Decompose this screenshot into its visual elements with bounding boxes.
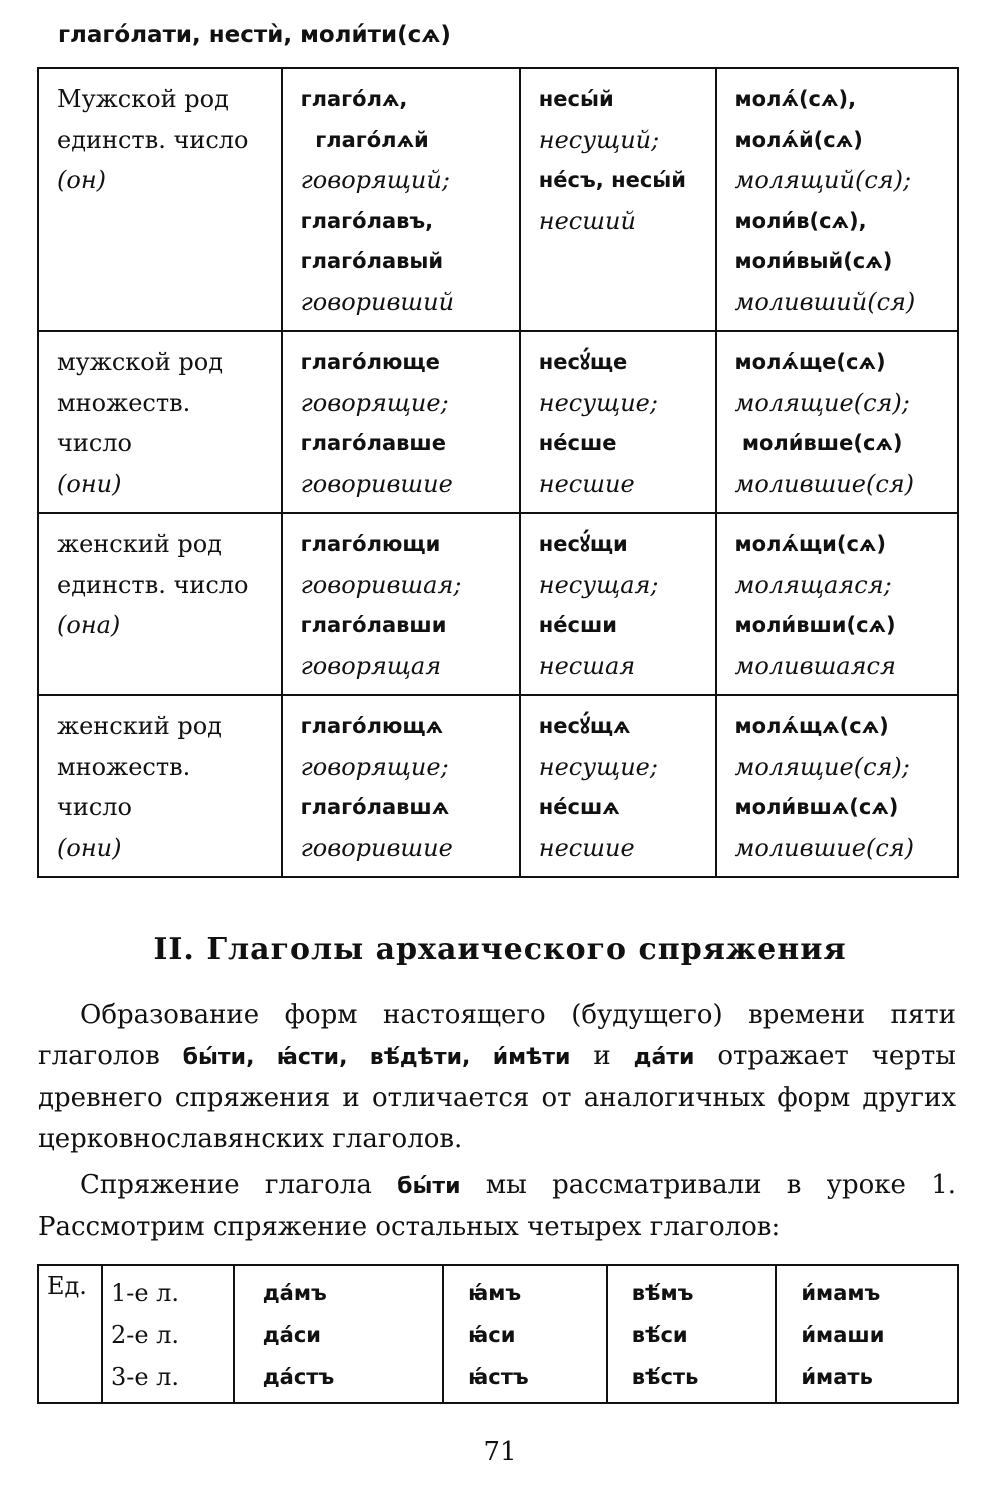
church-slavonic-form: глаго́лавый	[300, 249, 444, 273]
church-slavonic-form: моли́в(сѧ),	[734, 208, 867, 233]
russian-translation: говорящие;	[300, 388, 449, 417]
row-label-cell	[38, 695, 282, 877]
verb-form: вѣ́си	[631, 1323, 688, 1347]
row-label-line: (они)	[57, 469, 122, 498]
verb-form: и́мамъ	[801, 1281, 881, 1305]
church-slavonic-form: моли́вше(сѧ)	[734, 431, 903, 455]
table-row	[38, 695, 958, 877]
paragraph-text: отражает черты древнего спряжения и отличается от аналогичных форм других церковнославянских глаголов.	[38, 1041, 957, 1154]
russian-translation: говорившие	[300, 833, 453, 862]
row-label-line: единств. число	[57, 570, 249, 599]
russian-translation: несшая	[538, 651, 636, 680]
church-slavonic-form: моли́вый(сѧ)	[734, 249, 893, 273]
russian-translation: несущие;	[538, 752, 658, 781]
church-slavonic-form: молѧ́й(сѧ)	[734, 127, 863, 152]
table-row	[38, 68, 958, 331]
verb-form-cell	[234, 1265, 443, 1403]
church-slavonic-word: бы́ти, ꙗ́сти, вѣ́дѣти, и́мѣти	[182, 1045, 571, 1070]
participle-cell	[282, 331, 520, 513]
row-label-cell	[38, 331, 282, 513]
russian-translation: молящаяся;	[734, 570, 892, 599]
church-slavonic-form: не́сше	[538, 431, 617, 455]
row-label-line: число	[57, 793, 132, 821]
participle-cell	[520, 513, 716, 695]
paragraph-text: и	[570, 1041, 634, 1071]
row-label-line: (они)	[57, 833, 122, 862]
participle-cell	[716, 68, 958, 331]
row-label-line: мужской род	[57, 348, 223, 376]
verb-form: да́мъ	[262, 1281, 327, 1305]
russian-translation: говорившая;	[300, 570, 462, 599]
church-slavonic-form: глаго́лавши	[300, 613, 447, 637]
russian-translation: несущие;	[538, 388, 658, 417]
number-cell: Ед.	[38, 1265, 102, 1403]
conjugation-table	[37, 1264, 959, 1404]
church-slavonic-word: да́ти	[633, 1045, 695, 1070]
person-label: 3-е л.	[110, 1363, 180, 1391]
russian-translation: говорящие;	[300, 752, 449, 781]
verb-form: и́мать	[801, 1365, 873, 1389]
russian-translation: несущий;	[538, 125, 660, 154]
row-label-line: множеств.	[57, 752, 191, 781]
church-slavonic-form: глаго́лѧ,	[300, 87, 408, 111]
church-slavonic-form: несꙋ́щи	[538, 532, 628, 556]
russian-translation: говорящий;	[300, 166, 450, 194]
person-label: 1-е л.	[110, 1279, 180, 1307]
church-slavonic-form: несꙋ́ще	[538, 350, 628, 374]
church-slavonic-form: молѧ́(сѧ),	[734, 87, 857, 111]
russian-translation: молившие(ся)	[734, 833, 915, 862]
participle-cell	[282, 68, 520, 331]
verb-form: вѣ́сть	[631, 1365, 699, 1389]
participle-cell	[282, 695, 520, 877]
participle-cell	[716, 331, 958, 513]
verb-form: ꙗ́си	[468, 1323, 516, 1347]
verb-form-cell	[607, 1265, 777, 1403]
church-slavonic-form: глаго́люще	[300, 350, 440, 374]
verb-form: ꙗ́стъ	[468, 1365, 529, 1389]
church-slavonic-form: молѧ́щи(сѧ)	[734, 532, 887, 556]
russian-translation: несший	[538, 206, 636, 235]
person-label: 2-е л.	[110, 1321, 180, 1349]
church-slavonic-word: бы́ти	[397, 1174, 461, 1199]
conjugation-row	[38, 1265, 958, 1403]
participle-table	[37, 67, 959, 878]
verb-form: да́стъ	[262, 1365, 335, 1389]
church-slavonic-form: не́сшѧ	[538, 795, 620, 819]
verb-form-cell	[776, 1265, 958, 1403]
participle-cell	[282, 513, 520, 695]
russian-translation: говорящая	[300, 651, 442, 680]
verb-form: вѣ́мъ	[631, 1281, 694, 1305]
russian-translation: молящие(ся);	[734, 752, 910, 781]
participle-cell	[520, 695, 716, 877]
church-slavonic-form: моли́вшѧ(сѧ)	[734, 795, 899, 819]
row-label-line: женский род	[57, 530, 222, 558]
verb-form: ꙗ́мъ	[468, 1281, 522, 1305]
row-label-line: женский род	[57, 712, 222, 740]
participle-cell	[716, 513, 958, 695]
persons-cell	[102, 1265, 234, 1403]
church-slavonic-form: глаго́лавшѧ	[300, 795, 450, 819]
russian-translation: говоривший	[300, 287, 455, 316]
table-row	[38, 513, 958, 695]
verb-form: да́си	[262, 1323, 321, 1347]
participle-cell	[520, 68, 716, 331]
russian-translation: несущая;	[538, 570, 659, 599]
page-number: 71	[483, 1437, 517, 1467]
russian-translation: несшие	[538, 469, 635, 498]
church-slavonic-form: глаго́лющи	[300, 532, 441, 556]
paragraph-text: Спряжение глагола	[80, 1170, 398, 1200]
russian-translation: молящий(ся);	[734, 166, 912, 194]
verbs-heading: глаго́лати, нестѝ, моли́ти(сѧ)	[58, 22, 451, 48]
church-slavonic-form: моли́вши(сѧ)	[734, 613, 896, 637]
church-slavonic-form: несы́й	[538, 87, 614, 111]
row-label-cell	[38, 513, 282, 695]
russian-translation: молящие(ся);	[734, 388, 910, 417]
row-label-line: Мужской род	[57, 85, 229, 113]
row-label-line: множеств.	[57, 388, 191, 417]
row-label-cell	[38, 68, 282, 331]
church-slavonic-form: не́сши	[538, 613, 618, 637]
paragraph-formation	[38, 995, 956, 1160]
table-row	[38, 331, 958, 513]
paragraph-text: мы рассматривали в уроке 1. Рассмотрим спряжение остальных четырех глаголов:	[38, 1170, 956, 1242]
church-slavonic-form: глаго́лавше	[300, 431, 446, 455]
row-label-line: (она)	[57, 611, 121, 639]
russian-translation: говорившие	[300, 469, 453, 498]
church-slavonic-form: несꙋ́щѧ	[538, 714, 631, 738]
church-slavonic-form: не́съ, несы́й	[538, 168, 686, 192]
russian-translation: молившаяся	[734, 651, 896, 680]
church-slavonic-form: глаго́лющѧ	[300, 714, 444, 738]
row-label-line: число	[57, 429, 132, 457]
church-slavonic-form: глаго́лѧй	[300, 127, 429, 152]
russian-translation: моливший(ся)	[734, 287, 916, 316]
section-title: II. Глаголы архаического спряжения	[153, 932, 847, 967]
paragraph-conjugation	[38, 1165, 956, 1248]
church-slavonic-form: глаго́лавъ,	[300, 208, 434, 233]
row-label-line: (он)	[57, 166, 106, 194]
paragraph-text: Образование форм настоящего (будущего) времени пяти глаголов	[38, 1000, 956, 1071]
verb-form: и́маши	[801, 1323, 885, 1347]
church-slavonic-form: молѧ́щѧ(сѧ)	[734, 714, 889, 738]
church-slavonic-form: молѧ́ще(сѧ)	[734, 350, 886, 374]
participle-cell	[716, 695, 958, 877]
participle-cell	[520, 331, 716, 513]
row-label-line: единств. число	[57, 125, 249, 154]
russian-translation: несшие	[538, 833, 635, 862]
russian-translation: молившие(ся)	[734, 469, 915, 498]
verb-form-cell	[443, 1265, 607, 1403]
